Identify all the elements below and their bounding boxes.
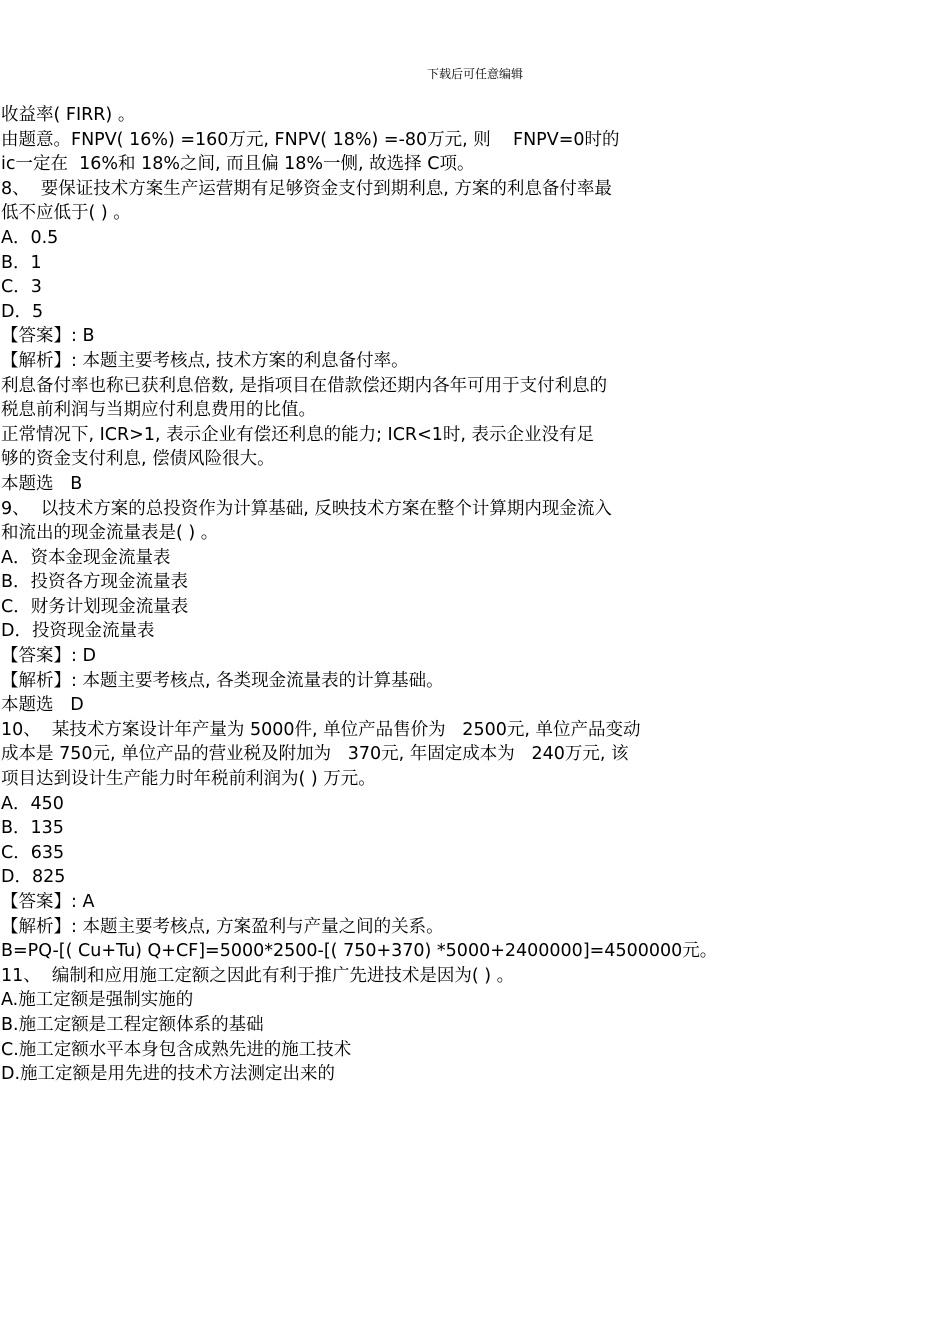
option-a: A．450 (1, 793, 64, 814)
question-10-stem: 成本是 750元, 单位产品的营业税及附加为 370元, 年固定成本为 240万元, 该 (1, 744, 629, 765)
text-line: 利息备付率也称已获利息倍数, 是指项目在借款偿还期内各年可用于支付利息的 (1, 375, 608, 396)
analysis-line: 【解析】: 本题主要考核点, 方案盈利与产量之间的关系。 (1, 916, 444, 937)
text-line: 够的资金支付利息, 偿债风险很大。 (1, 449, 275, 470)
selection-line: 本题选 B (1, 473, 83, 494)
option-c: C.施工定额水平本身包含成熟先进的施工技术 (1, 1039, 352, 1060)
analysis-line: 【解析】: 本题主要考核点, 技术方案的利息备付率。 (1, 350, 409, 371)
option-a: A.施工定额是强制实施的 (1, 990, 194, 1011)
text-line: 税息前利润与当期应付利息费用的比值。 (1, 400, 316, 421)
text-line: ic一定在 16%和 18%之间, 而且偏 18%一侧, 故选择 C项。 (1, 154, 475, 175)
question-8-stem: 低不应低于( ) 。 (1, 203, 131, 224)
option-b: B．1 (1, 252, 42, 273)
question-10-stem: 10、 某技术方案设计年产量为 5000件, 单位产品售价为 2500元, 单位产品变动 (1, 719, 641, 740)
text-line: 由题意。FNPV( 16%) =160万元, FNPV( 18%) =-80万元, 则 FNPV=0时的 (1, 129, 620, 150)
selection-line: 本题选 D (1, 695, 84, 716)
option-b: B.施工定额是工程定额体系的基础 (1, 1014, 264, 1035)
option-c: C．财务计划现金流量表 (1, 596, 189, 617)
option-c: C．3 (1, 277, 42, 298)
question-8-stem: 8、 要保证技术方案生产运营期有足够资金支付到期利息, 方案的利息备付率最 (1, 178, 612, 199)
answer-line: 【答案】: B (1, 326, 95, 347)
option-d: D．825 (1, 867, 66, 888)
answer-line: 【答案】: D (1, 646, 96, 667)
question-11-stem: 11、 编制和应用施工定额之因此有利于推广先进技术是因为( ) 。 (1, 965, 515, 986)
question-10-stem: 项目达到设计生产能力时年税前利润为( ) 万元。 (1, 769, 376, 790)
page-header: 下载后可任意编辑 (426, 67, 523, 81)
option-b: B．135 (1, 818, 64, 839)
option-c: C．635 (1, 842, 65, 863)
option-d: D．投资现金流量表 (1, 621, 155, 642)
analysis-line: 【解析】: 本题主要考核点, 各类现金流量表的计算基础。 (1, 670, 444, 691)
answer-line: 【答案】: A (1, 892, 95, 912)
text-line: 收益率( FIRR) 。 (1, 105, 136, 125)
option-d: D．5 (1, 301, 44, 322)
question-9-stem: 9、 以技术方案的总投资作为计算基础, 反映技术方案在整个计算期内现金流入 (1, 498, 612, 519)
option-a: A．0.5 (1, 227, 59, 248)
option-d: D.施工定额是用先进的技术方法测定出来的 (1, 1064, 336, 1085)
formula-line: B=PQ-[( Cu+Tu) Q+CF]=5000*2500-[( 750+370) *5000+2400000]=4500000元。 (1, 941, 718, 962)
option-a: A．资本金现金流量表 (1, 547, 171, 568)
option-b: B．投资各方现金流量表 (1, 572, 189, 593)
question-9-stem: 和流出的现金流量表是( ) 。 (1, 523, 219, 544)
document-body (1, 103, 931, 1087)
text-line: 正常情况下, ICR>1, 表示企业有偿还利息的能力; ICR<1时, 表示企业没有足 (1, 424, 595, 445)
